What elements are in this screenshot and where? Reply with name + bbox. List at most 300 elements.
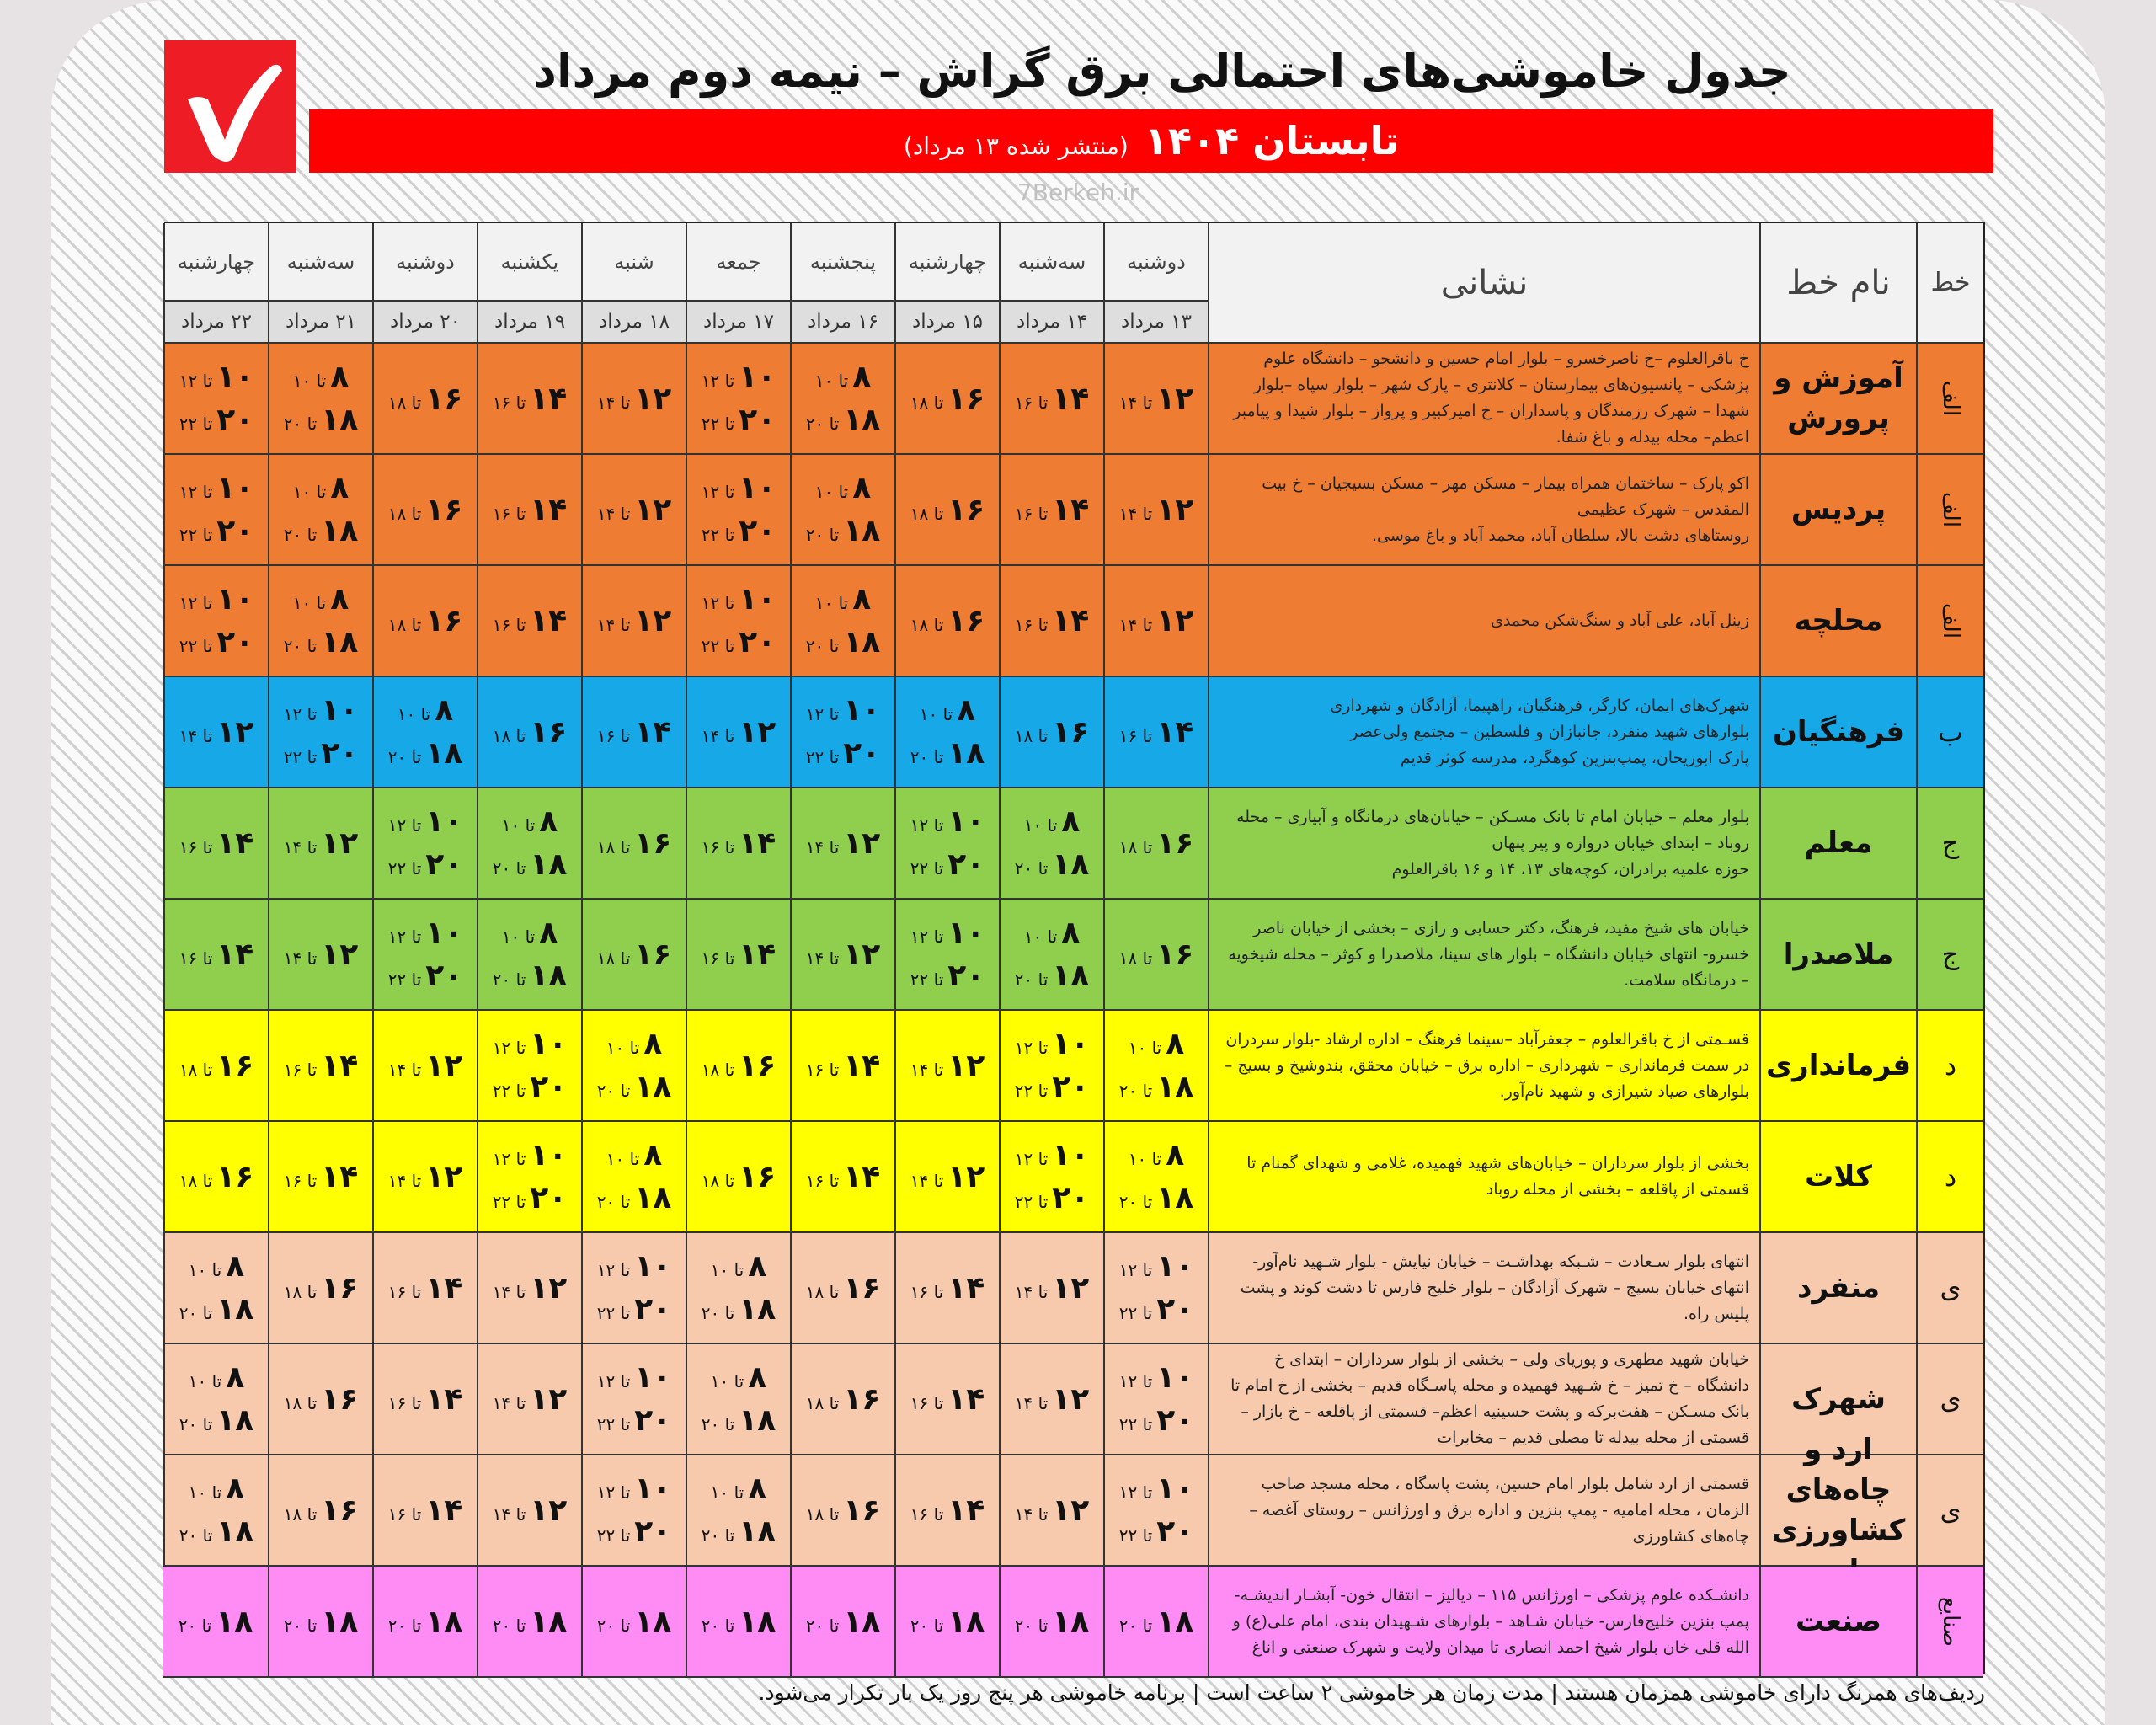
start-hour: ۲۰ <box>947 959 985 993</box>
schedule-cell <box>477 900 581 1011</box>
start-hour: ۱۴ <box>425 1381 463 1417</box>
time-range <box>1015 382 1089 416</box>
end-hour: تا ۲۰ <box>1118 1081 1153 1101</box>
header-date: ۱۳ مرداد <box>1103 302 1208 344</box>
time-slot <box>179 1160 253 1194</box>
end-hour: تا ۱۶ <box>1118 725 1153 746</box>
time-range <box>179 1403 253 1438</box>
time-range <box>806 514 880 548</box>
time-range <box>398 693 454 728</box>
start-hour: ۱۸ <box>1156 1070 1194 1104</box>
time-range <box>702 514 776 548</box>
start-hour: ۱۰ <box>425 916 463 950</box>
schedule-cell <box>581 1567 686 1678</box>
start-hour: ۲۰ <box>1052 1070 1090 1104</box>
end-hour: تا ۱۸ <box>910 614 944 635</box>
start-hour: ۲۰ <box>216 625 254 660</box>
time-range <box>806 693 880 728</box>
end-hour: تا ۱۸ <box>805 1392 840 1413</box>
schedule-cell <box>268 344 372 455</box>
end-hour: تا ۱۶ <box>910 1503 944 1525</box>
end-hour: تا ۲۰ <box>492 969 526 990</box>
end-hour: تا ۱۸ <box>805 1503 840 1525</box>
watermark: 7Berkeh.ir <box>1017 179 1139 206</box>
header-day: دوشنبه <box>1103 223 1208 302</box>
line-name: صنعت <box>1759 1567 1916 1678</box>
line-name: معلم <box>1759 788 1916 900</box>
time-slot <box>284 1049 358 1083</box>
end-hour: تا ۱۰ <box>710 1371 744 1391</box>
start-hour: ۱۸ <box>530 959 568 993</box>
schedule-cell <box>1103 1455 1208 1567</box>
end-hour: تا ۲۲ <box>1118 1303 1153 1323</box>
line-code: الف <box>1916 344 1983 455</box>
end-hour: تا ۱۰ <box>606 1149 640 1169</box>
schedule-cell <box>790 900 894 1011</box>
start-hour: ۸ <box>330 582 350 617</box>
time-slot <box>388 1382 462 1417</box>
end-hour: تا ۱۰ <box>188 1371 222 1391</box>
end-hour: تا ۲۲ <box>492 1081 526 1101</box>
time-slot <box>910 382 985 416</box>
time-slot <box>702 471 776 548</box>
end-hour: تا ۱۲ <box>1014 1038 1049 1058</box>
time-slot <box>597 826 671 861</box>
time-range <box>920 693 976 728</box>
time-slot <box>597 1605 671 1639</box>
end-hour: تا ۱۶ <box>492 614 526 635</box>
schedule-cell <box>894 344 999 455</box>
line-code: د <box>1916 1011 1983 1122</box>
time-slot <box>597 382 671 416</box>
start-hour: ۱۶ <box>321 1270 359 1306</box>
start-hour: ۲۰ <box>947 847 985 882</box>
start-hour: ۲۰ <box>739 625 776 660</box>
time-range <box>702 625 776 660</box>
time-range <box>293 471 350 505</box>
end-hour: تا ۱۴ <box>910 1059 944 1080</box>
time-range <box>1024 916 1081 950</box>
time-range <box>493 1382 567 1417</box>
start-hour: ۱۸ <box>634 1604 672 1639</box>
time-range <box>910 916 985 950</box>
schedule-cell <box>477 1011 581 1122</box>
end-hour: تا ۱۰ <box>292 593 327 613</box>
address-cell: خیابان های شیخ مفید، فرهنگ، دکتر حسابی و رازی – بخشی از خیابان ناصر خسرو- انتهای خیابان دانشگاه – بلوار های سینا، ملاصدرا و کوثر – محله شیخویه – درمانگاه سلامت. <box>1208 900 1759 1011</box>
schedule-cell <box>894 677 999 788</box>
schedule-cell <box>790 1122 894 1233</box>
schedule-cell <box>372 1011 477 1122</box>
time-range <box>910 1049 985 1083</box>
start-hour: ۱۰ <box>425 804 463 839</box>
time-slot <box>597 1249 671 1327</box>
time-range <box>910 736 985 771</box>
time-slot <box>806 1382 880 1417</box>
schedule-cell <box>1103 1122 1208 1233</box>
time-range <box>493 493 567 527</box>
start-hour: ۸ <box>643 1027 663 1061</box>
start-hour: ۱۶ <box>321 1381 359 1417</box>
schedule-cell <box>894 900 999 1011</box>
time-range <box>597 1181 671 1215</box>
end-hour: تا ۲۰ <box>178 1615 212 1636</box>
start-hour: ۲۰ <box>530 1181 568 1215</box>
schedule-cell <box>894 566 999 677</box>
end-hour: تا ۲۰ <box>1014 969 1049 990</box>
start-hour: ۱۰ <box>216 360 254 394</box>
start-hour: ۱۰ <box>843 693 881 728</box>
line-name: فرمانداری <box>1759 1011 1916 1122</box>
start-hour: ۱۸ <box>843 403 881 437</box>
time-slot <box>1015 1271 1089 1306</box>
schedule-cell <box>686 677 790 788</box>
time-range <box>189 1249 245 1284</box>
time-slot <box>910 604 985 638</box>
time-slot <box>388 1605 462 1639</box>
time-slot <box>1015 382 1089 416</box>
published-note: (منتشر شده ۱۳ مرداد) <box>903 132 1129 160</box>
schedule-cell <box>163 788 268 900</box>
start-hour: ۱۲ <box>947 1048 985 1083</box>
start-hour: ۱۸ <box>947 736 985 771</box>
start-hour: ۱۴ <box>321 1159 359 1194</box>
end-hour: تا ۲۰ <box>910 747 944 767</box>
schedule-cell <box>790 1344 894 1455</box>
time-range <box>597 604 671 638</box>
end-hour: تا ۲۰ <box>805 1615 840 1636</box>
time-slot <box>179 1360 253 1438</box>
time-range <box>179 937 253 972</box>
time-slot <box>806 1605 880 1639</box>
start-hour: ۱۰ <box>634 1360 672 1395</box>
time-range <box>179 403 253 437</box>
schedule-cell <box>999 1233 1103 1344</box>
time-slot <box>284 360 358 437</box>
time-slot <box>1015 1138 1089 1215</box>
start-hour: ۱۲ <box>1156 603 1194 638</box>
end-hour: تا ۱۰ <box>710 1260 744 1280</box>
time-range <box>910 1493 985 1528</box>
schedule-cell <box>372 1567 477 1678</box>
time-range <box>388 493 462 527</box>
time-range <box>806 1605 880 1639</box>
time-range <box>806 1271 880 1306</box>
start-hour: ۸ <box>226 1249 245 1284</box>
start-hour: ۱۶ <box>843 1493 881 1528</box>
time-range <box>1015 1138 1089 1172</box>
time-range <box>1119 1070 1193 1104</box>
time-range <box>388 1493 462 1528</box>
start-hour: ۱۰ <box>321 693 359 728</box>
end-hour: تا ۱۰ <box>1128 1149 1162 1169</box>
end-hour: تا ۱۴ <box>492 1392 526 1413</box>
schedule-cell <box>372 677 477 788</box>
end-hour: تا ۲۰ <box>805 636 840 656</box>
time-range <box>179 1292 253 1327</box>
time-range <box>1119 826 1193 861</box>
end-hour: تا ۱۶ <box>805 1170 840 1191</box>
start-hour: ۱۴ <box>843 1159 881 1194</box>
checkmark-icon <box>164 40 296 173</box>
page-title: جدول خاموشی‌های احتمالی برق گراش – نیمه دوم مرداد <box>533 45 1791 98</box>
end-hour: تا ۱۲ <box>701 371 735 391</box>
schedule-cell <box>268 900 372 1011</box>
schedule-cell <box>372 1344 477 1455</box>
line-code: ی <box>1916 1233 1983 1344</box>
start-hour: ۱۰ <box>1052 1027 1090 1061</box>
time-range <box>284 736 358 771</box>
schedule-cell <box>686 788 790 900</box>
time-range <box>1015 1027 1089 1061</box>
schedule-cell <box>686 1233 790 1344</box>
time-slot <box>388 693 462 771</box>
end-hour: تا ۲۰ <box>283 414 318 434</box>
time-range <box>1129 1027 1185 1061</box>
time-range <box>388 1605 462 1639</box>
time-slot <box>1119 715 1193 750</box>
time-slot <box>179 471 253 548</box>
end-hour: تا ۱۴ <box>596 503 631 524</box>
end-hour: تا ۱۸ <box>492 725 526 746</box>
time-range <box>1119 1249 1193 1284</box>
end-hour: تا ۱۸ <box>805 1281 840 1302</box>
end-hour: تا ۱۶ <box>1014 614 1049 635</box>
time-range <box>493 1493 567 1528</box>
start-hour: ۸ <box>1061 916 1081 950</box>
line-code: ب <box>1916 677 1983 788</box>
line-name: کلات <box>1759 1122 1916 1233</box>
time-range <box>815 582 872 617</box>
time-slot <box>806 471 880 548</box>
header-date: ۱۵ مرداد <box>894 302 999 344</box>
start-hour: ۱۶ <box>634 825 672 861</box>
end-hour: تا ۲۰ <box>1118 1615 1153 1636</box>
end-hour: تا ۱۸ <box>596 836 631 857</box>
time-slot <box>284 693 358 771</box>
time-range <box>493 1138 567 1172</box>
line-code: الف <box>1916 566 1983 677</box>
time-range <box>493 1027 567 1061</box>
time-slot <box>284 1605 358 1639</box>
end-hour: تا ۱۲ <box>805 704 840 724</box>
start-hour: ۱۴ <box>634 714 672 750</box>
time-range <box>284 1605 358 1639</box>
start-hour: ۸ <box>1166 1138 1185 1172</box>
header-day: سه‌شنبه <box>268 223 372 302</box>
time-range <box>597 1605 671 1639</box>
time-slot <box>702 1605 776 1639</box>
time-slot <box>910 1605 985 1639</box>
header-day: سه‌شنبه <box>999 223 1103 302</box>
schedule-cell <box>372 1233 477 1344</box>
time-slot <box>179 360 253 437</box>
start-hour: ۱۸ <box>530 1604 568 1639</box>
address-cell: اکو پارک – ساختمان همراه بیمار – مسکن مهر – مسکن بسیجیان – خ بیت المقدس – شهرک عظیمی روستاهای دشت بالا، سلطان آباد، محمد آباد و باغ موسی. <box>1208 455 1759 566</box>
time-range <box>597 1070 671 1104</box>
end-hour: تا ۱۰ <box>814 482 849 502</box>
schedule-cell <box>686 1344 790 1455</box>
time-slot <box>702 1360 776 1438</box>
time-slot <box>806 1493 880 1528</box>
time-range <box>815 471 872 505</box>
time-slot <box>493 382 567 416</box>
time-range <box>806 1382 880 1417</box>
end-hour: تا ۲۰ <box>1118 1192 1153 1212</box>
end-hour: تا ۲۲ <box>1118 1414 1153 1434</box>
end-hour: تا ۲۲ <box>387 858 422 879</box>
time-slot <box>388 604 462 638</box>
end-hour: تا ۲۲ <box>1118 1525 1153 1546</box>
start-hour: ۲۰ <box>634 1403 672 1438</box>
end-hour: تا ۱۲ <box>701 593 735 613</box>
end-hour: تا ۱۲ <box>1118 1482 1153 1503</box>
start-hour: ۱۴ <box>947 1270 985 1306</box>
time-range <box>597 1292 671 1327</box>
start-hour: ۱۴ <box>1052 381 1090 416</box>
time-range <box>597 1249 671 1284</box>
start-hour: ۱۰ <box>216 471 254 505</box>
end-hour: تا ۱۸ <box>910 392 944 413</box>
start-hour: ۱۸ <box>1052 1604 1090 1639</box>
time-range <box>597 715 671 750</box>
schedule-cell <box>1103 344 1208 455</box>
schedule-cell <box>999 1455 1103 1567</box>
schedule-cell <box>163 1567 268 1678</box>
time-range <box>284 826 358 861</box>
time-slot <box>284 1493 358 1528</box>
time-range <box>910 1160 985 1194</box>
time-range <box>189 1471 245 1506</box>
address-cell: بخشی از بلوار سرداران – خیابان‌های شهید فهمیده، غلامی و شهدای گمنام تا قسمتی از پاقلعه – بخشی از محله روباد <box>1208 1122 1759 1233</box>
time-range <box>284 1160 358 1194</box>
end-hour: تا ۲۰ <box>492 858 526 879</box>
time-slot <box>1015 1382 1089 1417</box>
schedule-cell <box>268 1567 372 1678</box>
time-slot <box>179 826 253 861</box>
time-slot <box>179 937 253 972</box>
end-hour: تا ۲۰ <box>1014 1615 1049 1636</box>
schedule-cell <box>894 1567 999 1678</box>
time-slot <box>388 916 462 993</box>
time-range <box>179 826 253 861</box>
end-hour: تا ۱۰ <box>292 482 327 502</box>
schedule-cell <box>581 1455 686 1567</box>
start-hour: ۱۲ <box>1052 1381 1090 1417</box>
time-slot <box>493 1493 567 1528</box>
start-hour: ۸ <box>539 916 558 950</box>
line-name: منفرد <box>1759 1233 1916 1344</box>
end-hour: تا ۲۰ <box>179 1303 213 1323</box>
end-hour: تا ۱۰ <box>1023 815 1058 836</box>
time-range <box>702 937 776 972</box>
time-range <box>284 1382 358 1417</box>
start-hour: ۱۲ <box>843 825 881 861</box>
end-hour: تا ۲۲ <box>596 1525 631 1546</box>
time-range <box>1119 1292 1193 1327</box>
time-range <box>606 1027 663 1061</box>
end-hour: تا ۲۲ <box>179 525 213 545</box>
time-range <box>179 582 253 617</box>
end-hour: تا ۱۶ <box>387 1281 422 1302</box>
end-hour: تا ۱۴ <box>1014 1503 1049 1525</box>
time-slot <box>388 1160 462 1194</box>
time-slot <box>1015 604 1089 638</box>
time-slot <box>910 1049 985 1083</box>
time-range <box>284 1271 358 1306</box>
schedule-cell <box>581 677 686 788</box>
time-range <box>806 1493 880 1528</box>
time-range <box>910 847 985 882</box>
schedule-cell <box>268 1455 372 1567</box>
end-hour: تا ۲۲ <box>910 858 944 879</box>
logo <box>164 40 296 173</box>
schedule-cell <box>372 900 477 1011</box>
end-hour: تا ۱۸ <box>910 503 944 524</box>
end-hour: تا ۱۲ <box>1014 1149 1049 1169</box>
start-hour: ۱۲ <box>216 714 254 750</box>
time-range <box>1119 1605 1193 1639</box>
start-hour: ۱۸ <box>216 1292 254 1327</box>
time-slot <box>388 1271 462 1306</box>
time-range <box>1015 1070 1089 1104</box>
time-range <box>284 693 358 728</box>
line-name: چاه‌های کشاورزی <box>1759 1455 1916 1567</box>
start-hour: ۱۶ <box>843 1381 881 1417</box>
time-range <box>388 847 462 882</box>
end-hour: تا ۲۲ <box>596 1414 631 1434</box>
start-hour: ۲۰ <box>425 959 463 993</box>
start-hour: ۱۰ <box>1156 1471 1194 1506</box>
end-hour: تا ۱۲ <box>1118 1371 1153 1391</box>
header-day: شنبه <box>581 223 686 302</box>
start-hour: ۱۶ <box>947 381 985 416</box>
time-range <box>1119 937 1193 972</box>
schedule-cell <box>477 677 581 788</box>
time-slot <box>1015 1027 1089 1104</box>
time-range <box>1015 1271 1089 1306</box>
time-range <box>597 493 671 527</box>
start-hour: ۱۰ <box>216 582 254 617</box>
start-hour: ۱۸ <box>321 625 359 660</box>
address-cell: انتهای بلوار سـعادت – شـبکه بهداشـت – خیابان نیایش - بلوار شـهید نام‌آور- انتهای خیابان بسیج – شهرک آزادگان – بلوار خلیج فارس تا دشت کوند و پشت پلیس راه. <box>1208 1233 1759 1344</box>
time-range <box>910 959 985 993</box>
start-hour: ۸ <box>748 1360 767 1395</box>
time-range <box>1024 804 1081 839</box>
end-hour: تا ۲۲ <box>179 414 213 434</box>
time-range <box>1015 493 1089 527</box>
time-range <box>388 804 462 839</box>
time-slot <box>1119 1027 1193 1104</box>
end-hour: تا ۱۶ <box>179 948 213 969</box>
schedule-cell <box>999 566 1103 677</box>
time-slot <box>806 1049 880 1083</box>
time-range <box>702 1049 776 1083</box>
header-day: جمعه <box>686 223 790 302</box>
time-range <box>179 1605 253 1639</box>
end-hour: تا ۱۰ <box>814 593 849 613</box>
end-hour: تا ۱۰ <box>501 927 536 947</box>
time-range <box>388 382 462 416</box>
header-date: ۱۴ مرداد <box>999 302 1103 344</box>
schedule-cell <box>268 1344 372 1455</box>
schedule-cell <box>999 1011 1103 1122</box>
schedule-cell <box>894 1011 999 1122</box>
time-slot <box>702 1049 776 1083</box>
schedule-cell <box>686 344 790 455</box>
end-hour: تا ۱۲ <box>179 482 213 502</box>
end-hour: تا ۲۲ <box>805 747 840 767</box>
time-slot <box>388 1049 462 1083</box>
